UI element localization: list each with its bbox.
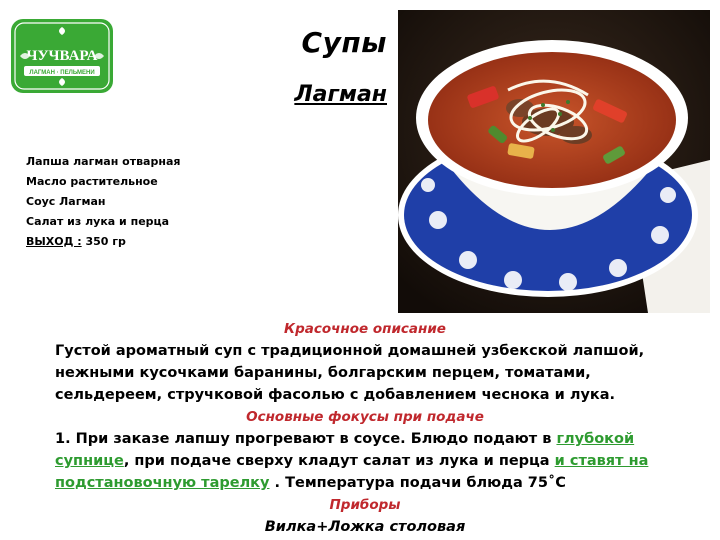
utensils-heading: Приборы	[329, 497, 401, 513]
ingredient-item: Масло растительное	[26, 175, 158, 188]
dish-photo	[398, 10, 710, 313]
ingredients-list	[26, 152, 180, 252]
serving-text-part: , при подаче сверху кладут салат из лука и перца	[123, 453, 555, 469]
utensils-text: Вилка+Ложка столовая	[264, 519, 466, 535]
ingredient-item: Лапша лагман отварная	[26, 155, 181, 168]
serving-text-part: . Температура подачи блюда 75˚С	[269, 475, 566, 491]
underplate-link[interactable]: и ставят на подстановочную тарелку	[55, 453, 649, 491]
ingredient-item: Салат из лука и перца	[26, 215, 170, 228]
yield-value: 350 гр	[81, 235, 126, 248]
dish-name: Лагман	[294, 82, 387, 107]
yield-label: ВЫХОД :	[26, 235, 82, 248]
ingredient-item: Соус Лагман	[26, 195, 106, 208]
deep-bowl-link[interactable]: глубокой супнице	[55, 431, 635, 469]
logo-subtext: ЛАГМАН · ПЕЛЬМЕНИ	[29, 70, 95, 76]
yield-line	[26, 232, 180, 252]
serving-text	[55, 428, 675, 494]
serving-text-part: 1. При заказе лапшу прогревают в соусе. Блюдо подают в	[55, 431, 557, 447]
description-block	[55, 318, 675, 538]
serving-heading: Основные фокусы при подаче	[246, 409, 484, 425]
page-title: Супы	[301, 26, 387, 59]
description-text: Густой ароматный суп с традиционной домашней узбекской лапшой, нежными кусочками баранины, болгарским перцем, томатами, сельдереем, стручковой фасолью с добавлением чеснока и лука.	[55, 343, 645, 403]
logo-text: ЧУЧВАРА	[26, 48, 98, 64]
brand-logo	[10, 18, 114, 94]
description-heading: Красочное описание	[284, 321, 446, 337]
